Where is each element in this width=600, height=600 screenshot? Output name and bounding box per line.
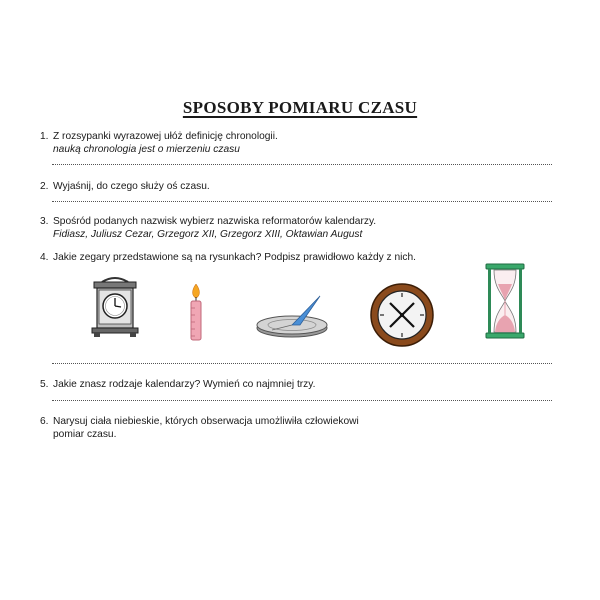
- question-2: 2. Wyjaśnij, do czego służy oś czasu.: [40, 181, 210, 192]
- wall-clock-icon: [368, 282, 436, 348]
- answer-line-4[interactable]: [52, 363, 552, 364]
- question-1-words: nauką chronologia jest o mierzeniu czasu: [53, 143, 240, 155]
- question-1: 1. Z rozsypanki wyrazowej ułóż definicję chronologii. nauką chronologia jest o mierzeniu czasu: [40, 131, 278, 155]
- question-4: 4. Jakie zegary przedstawione są na rysunkach? Podpisz prawidłowo każdy z nich.: [40, 252, 416, 263]
- mantel-clock-icon: [88, 276, 142, 338]
- answer-line-2[interactable]: [52, 201, 552, 202]
- question-3: 3. Spośród podanych nazwisk wybierz nazwiska reformatorów kalendarzy. Fidiasz, Juliusz Cezar, Grzegorz XII, Grzegorz XIII, Oktawian August: [40, 216, 377, 240]
- question-6: 6. Narysuj ciała niebieskie, których obserwacja umożliwiła człowiekowi pomiar czasu.: [40, 416, 359, 440]
- page-title: SPOSOBY POMIARU CZASU: [182, 98, 418, 117]
- hourglass-icon: [484, 262, 526, 340]
- question-3-names: Fidiasz, Juliusz Cezar, Grzegorz XII, Grzegorz XIII, Oktawian August: [53, 228, 363, 240]
- candle-clock-icon: [184, 284, 208, 342]
- answer-line-1[interactable]: [52, 164, 552, 165]
- question-5: 5. Jakie znasz rodzaje kalendarzy? Wymień co najmniej trzy.: [40, 379, 316, 390]
- answer-line-5[interactable]: [52, 400, 552, 401]
- sundial-icon: [254, 294, 334, 340]
